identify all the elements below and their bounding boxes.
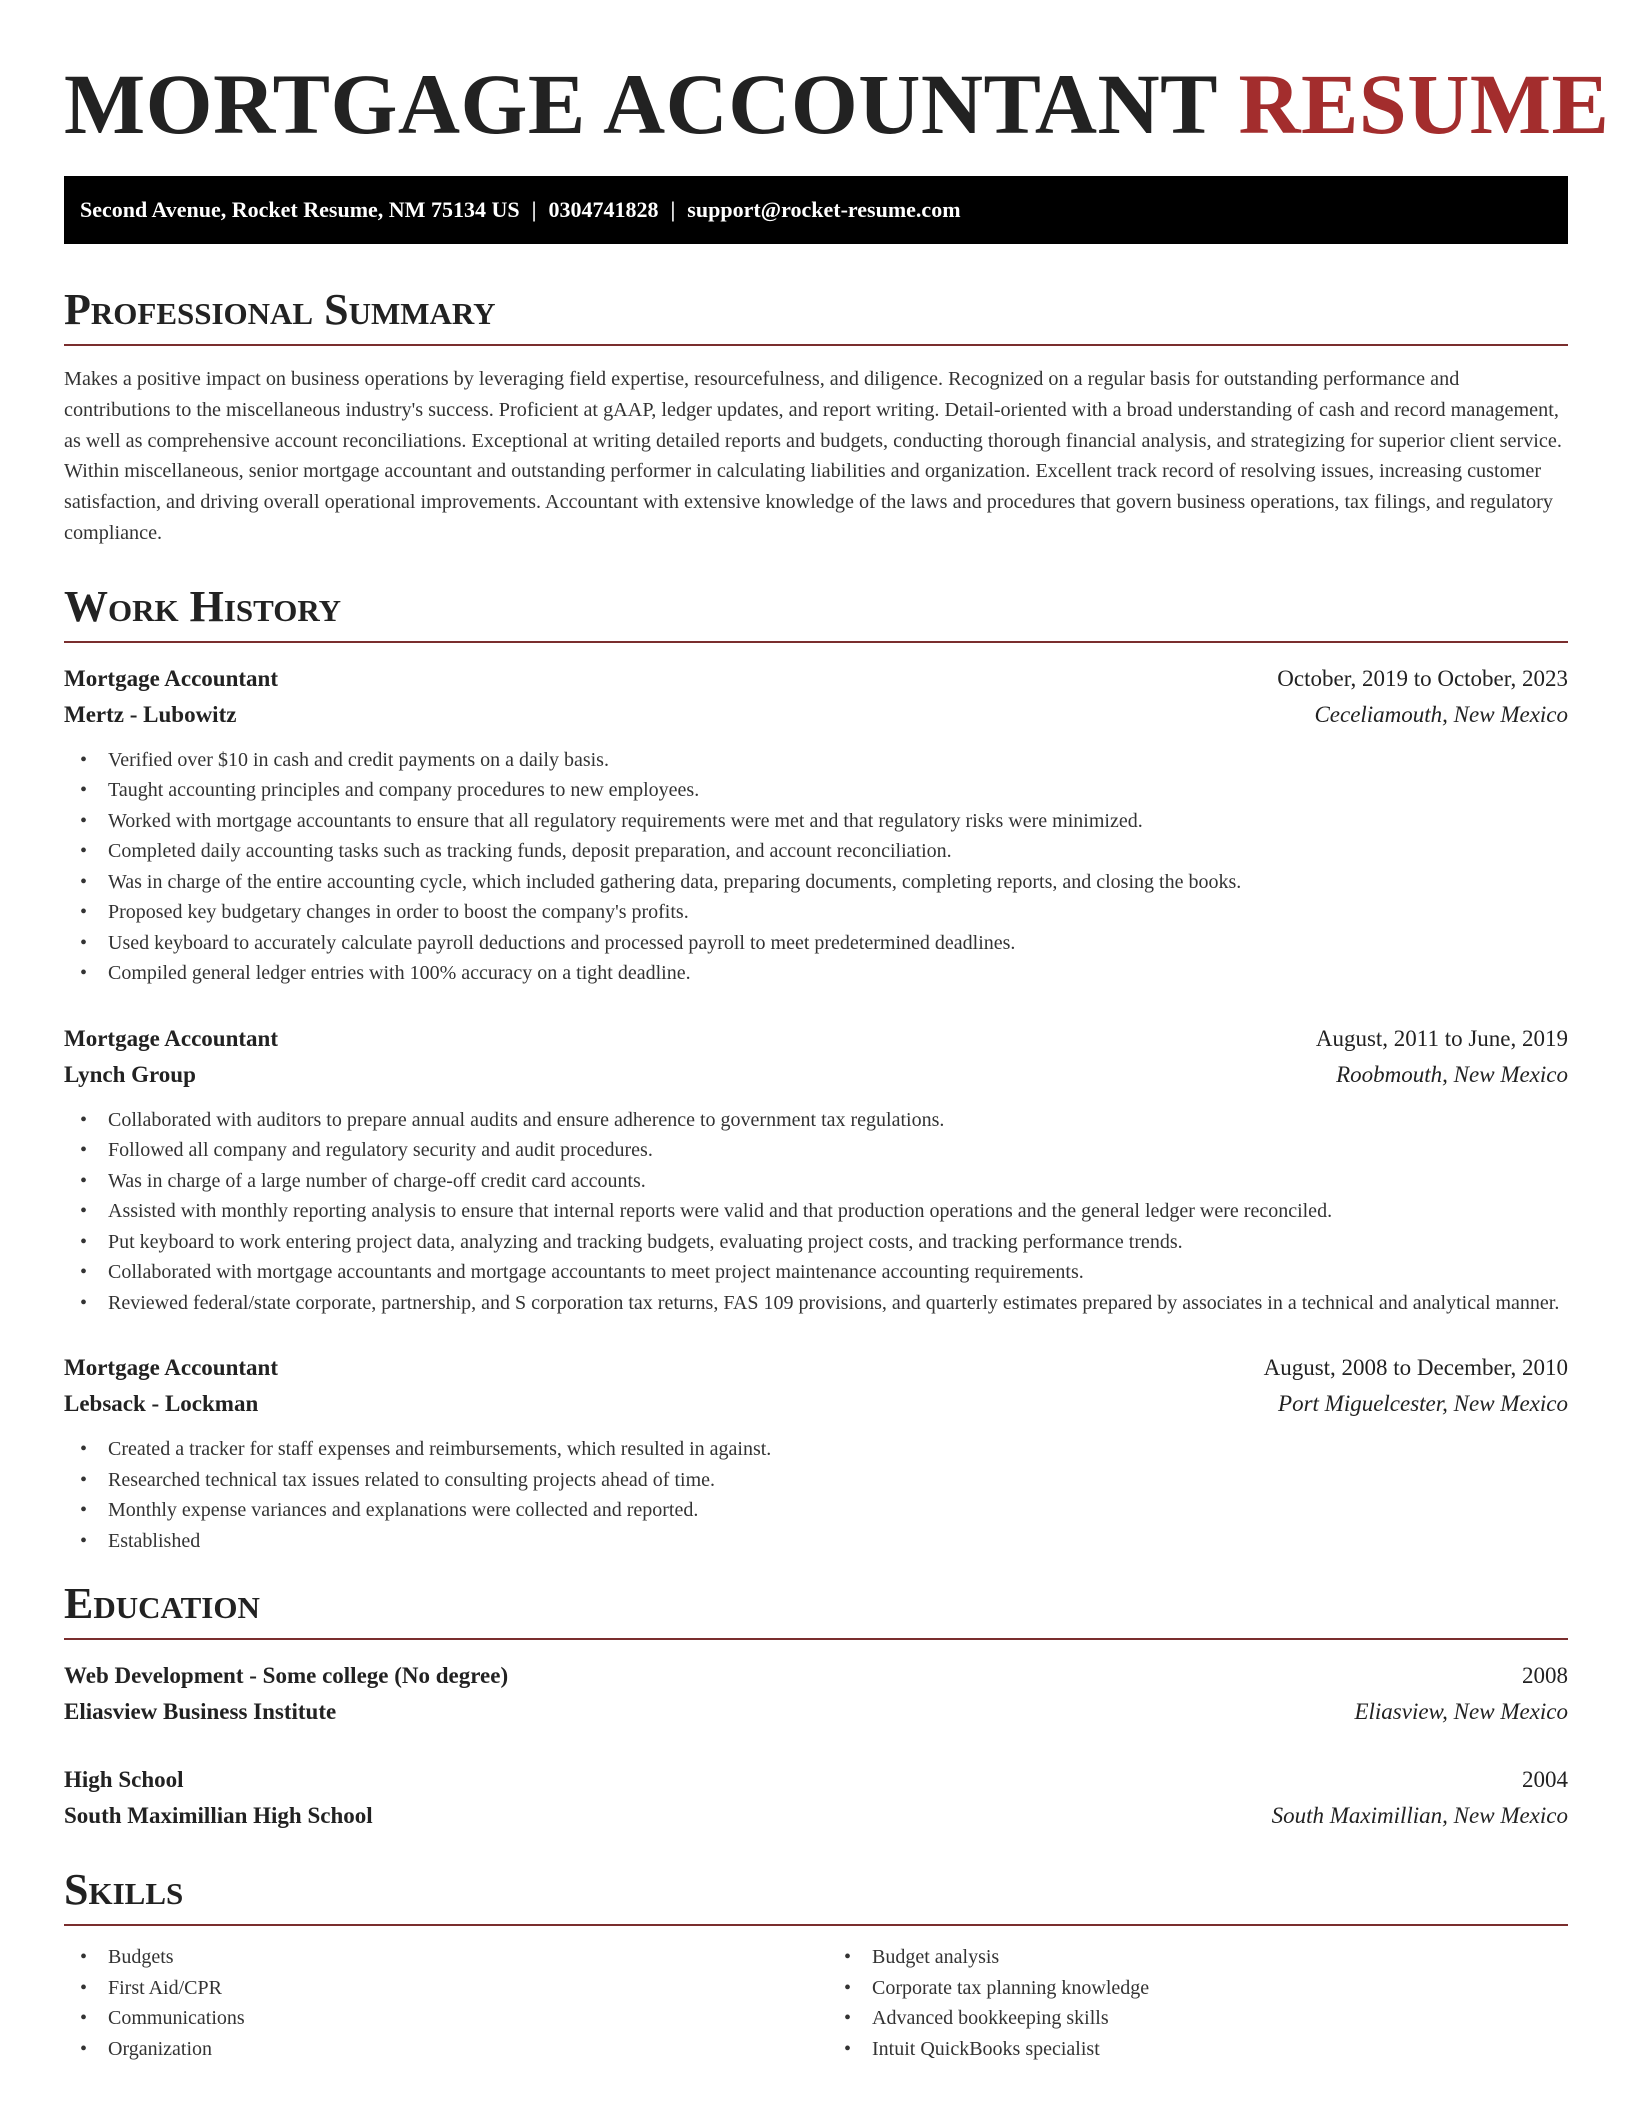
skill-item: • Organization — [64, 2034, 804, 2065]
bullet-item: • Collaborated with mortgage accountants and mortgage accountants to meet project maintenance accounting requirements. — [64, 1257, 1568, 1288]
bullet-item: • Used keyboard to accurately calculate payroll deductions and processed payroll to meet predetermined deadlines. — [64, 928, 1568, 959]
job-entry — [64, 1350, 1568, 1556]
job-entry — [64, 1021, 1568, 1319]
job-title-row — [64, 1350, 1568, 1386]
skills-left-column — [64, 1942, 804, 2064]
job-title: Mortgage Accountant — [64, 1355, 278, 1381]
job-title: Mortgage Accountant — [64, 665, 278, 691]
bullet-item: • Collaborated with auditors to prepare annual audits and ensure adherence to government tax regulations. — [64, 1105, 1568, 1136]
skill-item: • First Aid/CPR — [64, 1973, 804, 2004]
education-school: Eliasview Business Institute — [64, 1699, 337, 1725]
bullet-item: • Was in charge of the entire accounting cycle, which included gathering data, preparing documents, completing reports, and closing the books. — [64, 867, 1568, 898]
job-dates: August, 2008 to December, 2010 — [1263, 1355, 1568, 1381]
bullet-item: • Taught accounting principles and company procedures to new employees. — [64, 775, 1568, 806]
job-bullets — [64, 1434, 1568, 1556]
job-company-row — [64, 1386, 1568, 1422]
skill-item: • Budget analysis — [828, 1942, 1568, 1973]
education-location: Eliasview, New Mexico — [1354, 1699, 1568, 1725]
job-company-row — [64, 1057, 1568, 1093]
contact-email[interactable]: support@rocket-resume.com — [687, 197, 961, 222]
skill-item: • Intuit QuickBooks specialist — [828, 2034, 1568, 2065]
education-entry — [64, 1762, 1568, 1834]
skill-item: • Communications — [64, 2003, 804, 2034]
job-location: Port Miguelcester, New Mexico — [1278, 1391, 1568, 1417]
job-location: Roobmouth, New Mexico — [1336, 1061, 1568, 1087]
education-location: South Maximillian, New Mexico — [1271, 1803, 1568, 1829]
job-company: Lebsack - Lockman — [64, 1391, 259, 1417]
job-entry — [64, 661, 1568, 989]
bullet-item: • Worked with mortgage accountants to ensure that all regulatory requirements were met and that regulatory risks were minimized. — [64, 806, 1568, 837]
bullet-item: • Researched technical tax issues related to consulting projects ahead of time. — [64, 1465, 1568, 1496]
education-degree: High School — [64, 1767, 184, 1793]
job-company-row — [64, 697, 1568, 733]
education-school-row — [64, 1798, 1568, 1834]
job-dates: August, 2011 to June, 2019 — [1315, 1025, 1568, 1051]
bullet-item: • Verified over $10 in cash and credit payments on a daily basis. — [64, 745, 1568, 776]
education-year: 2004 — [1522, 1767, 1568, 1793]
summary-text: Makes a positive impact on business operations by leveraging field expertise, resourcefulness, and diligence. Recognized on a regular basis for outstanding performance and contributions to the miscellaneous industry's success. Proficient at gAAP, ledger updates, and report writing. Detail-oriented with a broad understanding of cash and record management, as well as comprehensive account reconciliations. Exceptional at writing detailed reports and budgets, conducting thorough financial analysis, and strategizing for superior client service. Within miscellaneous, senior mortgage accountant and outstanding performer in calculating liabilities and organization. Excellent track record of resolving issues, increasing customer satisfaction, and driving overall operational improvements. Accountant with extensive knowledge of the laws and procedures that govern business operations, tax filings, and regulatory compliance. — [64, 368, 1562, 544]
bullet-item: • Monthly expense variances and explanations were collected and reported. — [64, 1495, 1568, 1526]
contact-address: Second Avenue, Rocket Resume, NM 75134 US — [80, 197, 520, 222]
job-title-row — [64, 1021, 1568, 1057]
bullet-item: • Put keyboard to work entering project data, analyzing and tracking budgets, evaluating project costs, and tracking performance trends. — [64, 1227, 1568, 1258]
bullet-item: • Assisted with monthly reporting analysis to ensure that internal reports were valid and that production operations and the general ledger were reconciled. — [64, 1196, 1568, 1227]
skill-item: • Corporate tax planning knowledge — [828, 1973, 1568, 2004]
contact-separator: | — [531, 197, 537, 222]
job-company: Lynch Group — [64, 1061, 196, 1087]
job-company: Mertz - Lubowitz — [64, 701, 237, 727]
bullet-item: • Established — [64, 1526, 1568, 1557]
bullet-item: • Created a tracker for staff expenses and reimbursements, which resulted in against. — [64, 1434, 1568, 1465]
resume-title — [64, 54, 1610, 162]
contact-separator: | — [670, 197, 676, 222]
job-bullets — [64, 745, 1568, 989]
bullet-item: • Reviewed federal/state corporate, partnership, and S corporation tax returns, FAS 109 provisions, and quarterly estimates prepared by associates in a technical and analytical manner. — [64, 1288, 1568, 1319]
education-entry — [64, 1658, 1568, 1730]
education-school-row — [64, 1694, 1568, 1730]
title-main: MORTGAGE ACCOUNTANT — [64, 56, 1217, 152]
contact-phone: 0304741828 — [548, 197, 659, 222]
bullet-item: • Compiled general ledger entries with 100% accuracy on a tight deadline. — [64, 958, 1568, 989]
job-title-row — [64, 661, 1568, 697]
skills-right-column — [828, 1942, 1568, 2064]
summary-heading: Professional Summary — [64, 286, 1568, 346]
skills-grid — [64, 1942, 1568, 2064]
work-history-heading: Work History — [64, 583, 1568, 643]
job-location: Ceceliamouth, New Mexico — [1314, 701, 1568, 727]
education-heading: Education — [64, 1580, 1568, 1640]
job-bullets — [64, 1105, 1568, 1319]
skills-heading: Skills — [64, 1866, 1568, 1926]
bullet-item: • Was in charge of a large number of charge-off credit card accounts. — [64, 1166, 1568, 1197]
contact-bar — [64, 176, 1568, 244]
skill-item: • Budgets — [64, 1942, 804, 1973]
skill-item: • Advanced bookkeeping skills — [828, 2003, 1568, 2034]
education-degree: Web Development - Some college (No degree) — [64, 1663, 509, 1689]
job-title: Mortgage Accountant — [64, 1025, 278, 1051]
bullet-item: • Completed daily accounting tasks such as tracking funds, deposit preparation, and account reconciliation. — [64, 836, 1568, 867]
education-degree-row — [64, 1658, 1568, 1694]
title-accent: RESUME — [1238, 56, 1610, 152]
education-degree-row — [64, 1762, 1568, 1798]
education-school: South Maximillian High School — [64, 1803, 373, 1829]
resume-content — [64, 0, 1610, 2064]
bullet-item: • Followed all company and regulatory security and audit procedures. — [64, 1135, 1568, 1166]
education-year: 2008 — [1522, 1663, 1568, 1689]
bullet-item: • Proposed key budgetary changes in order to boost the company's profits. — [64, 897, 1568, 928]
job-dates: October, 2019 to October, 2023 — [1277, 665, 1568, 691]
